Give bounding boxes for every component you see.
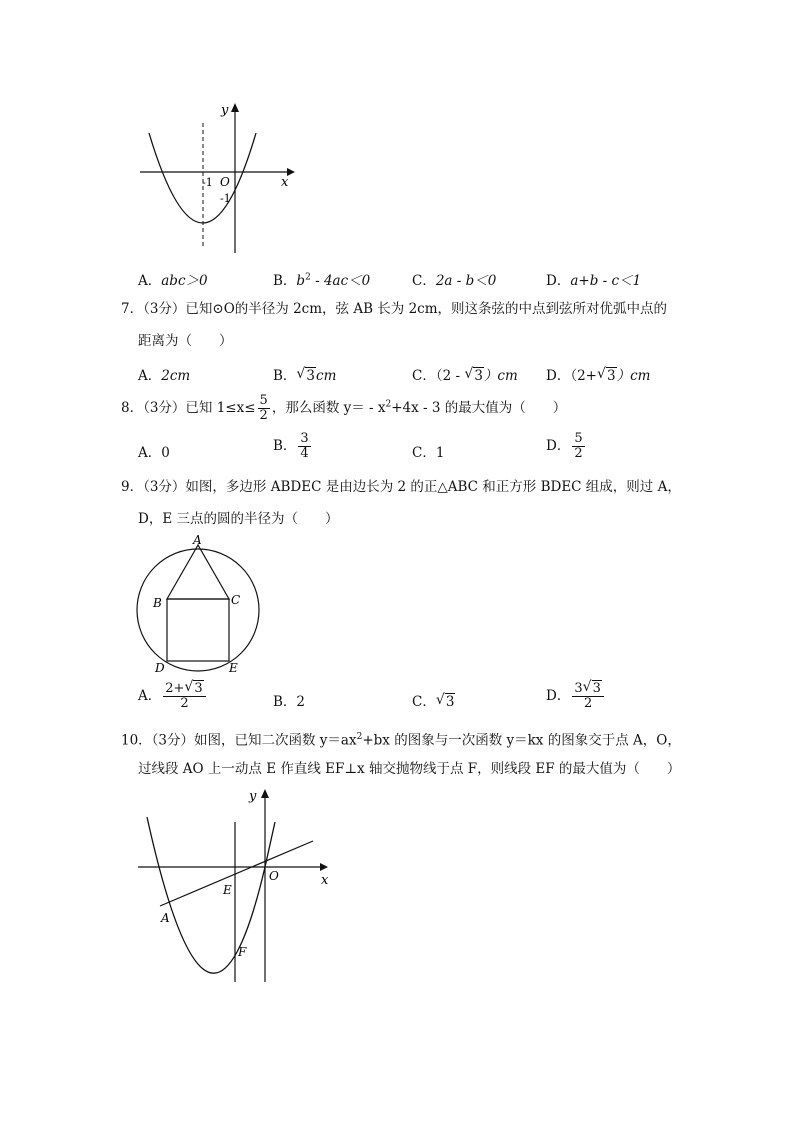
q9-stem-line2: D，E 三点的圆的半径为（ ）	[138, 511, 339, 527]
q10-parabola-line-figure	[135, 782, 340, 987]
q10-stem-line2: 过线段 AO 上一动点 E 作直线 EF⊥x 轴交抛物线于点 F，则线段 EF 的最大值为（ ）	[138, 761, 681, 777]
q8-stem: 8．（3分）已知 1≤x≤ $\frac{5}{2}$ ，那么函数 $y= - x^2+4x - 3$ 的最大值为（ ）	[121, 393, 567, 423]
square-bdec	[167, 599, 229, 661]
q8-option-d[interactable]: D． $\frac{5}{2}$	[546, 431, 583, 461]
point-f-label: F	[238, 945, 247, 959]
x-axis-label: x	[321, 873, 329, 888]
q7-option-c[interactable]: C．（2 - √ 3）cm	[412, 364, 518, 384]
point-a-label: A	[193, 533, 202, 547]
point-c-label: C	[231, 593, 241, 607]
y-axis-label: y	[249, 789, 257, 804]
q7-option-a[interactable]: A．2cm	[138, 368, 191, 384]
x-axis-label: x	[281, 175, 289, 190]
q8-option-c[interactable]: C．1	[412, 445, 445, 461]
parabola-curve	[147, 817, 275, 973]
q7-stem-line1: 7．（3分）已知⊙O的半径为 2cm，弦 AB 长为 2cm，则这条弦的中点到弦所对优弧中点的	[121, 301, 668, 317]
y-axis-label: y	[221, 103, 229, 118]
q8-option-b[interactable]: B． $\frac{3}{4}$	[273, 431, 309, 461]
q9-stem-line1: 9．（3分）如图，多边形 ABDEC 是由边长为 2 的正△ABC 和正方形 BDEC 组成，则过 A，	[121, 479, 681, 495]
point-a-label: A	[161, 911, 170, 925]
q7-option-d[interactable]: D．（2+√ 3）cm	[546, 364, 650, 384]
origin-label: O	[269, 869, 279, 883]
q8-option-a[interactable]: A．0	[138, 445, 170, 461]
x-axis-arrow	[320, 863, 328, 871]
q9-option-d[interactable]: D． $\frac{3√ 3}{2}$	[546, 682, 606, 711]
line-y-kx	[160, 841, 313, 906]
q7-stem-line2: 距离为（ ）	[138, 333, 233, 349]
point-e-label: E	[229, 661, 238, 675]
y-axis-arrow	[231, 103, 239, 112]
q6-option-d[interactable]: D．a+b - c＜1	[546, 273, 642, 289]
q9-option-c[interactable]: C．√ 3	[412, 690, 455, 710]
origin-label: O	[220, 175, 230, 189]
point-b-label: B	[153, 596, 162, 610]
point-e-label: E	[223, 883, 232, 897]
q9-option-a[interactable]: A． $\frac{2+√ 3}{2}$	[138, 682, 208, 711]
q7-option-b[interactable]: B．√ 3cm	[273, 364, 336, 384]
y-axis-arrow	[261, 789, 269, 798]
q10-stem-line1: 10．（3分）如图，已知二次函数 $y=ax^2+bx$ 的图象与一次函数 y＝kx 的图象交于点 A，O，	[121, 732, 681, 749]
point-d-label: D	[155, 661, 165, 675]
q9-option-b[interactable]: B．2	[273, 694, 306, 710]
q9-circle-figure	[135, 532, 265, 677]
q8-stem-fraction: $\frac{5}{2}$	[259, 393, 268, 423]
q6-parabola-figure	[135, 98, 300, 258]
q6-option-c[interactable]: C．2a - b＜0	[412, 273, 497, 289]
tick-minus1-x: -1	[202, 176, 213, 189]
q6-option-b[interactable]: B．$b^2 - 4ac<0$	[273, 272, 371, 289]
tick-minus1-y: -1	[220, 192, 231, 205]
circumcircle	[137, 549, 259, 671]
q6-option-a[interactable]: A．abc＞0	[138, 273, 208, 289]
